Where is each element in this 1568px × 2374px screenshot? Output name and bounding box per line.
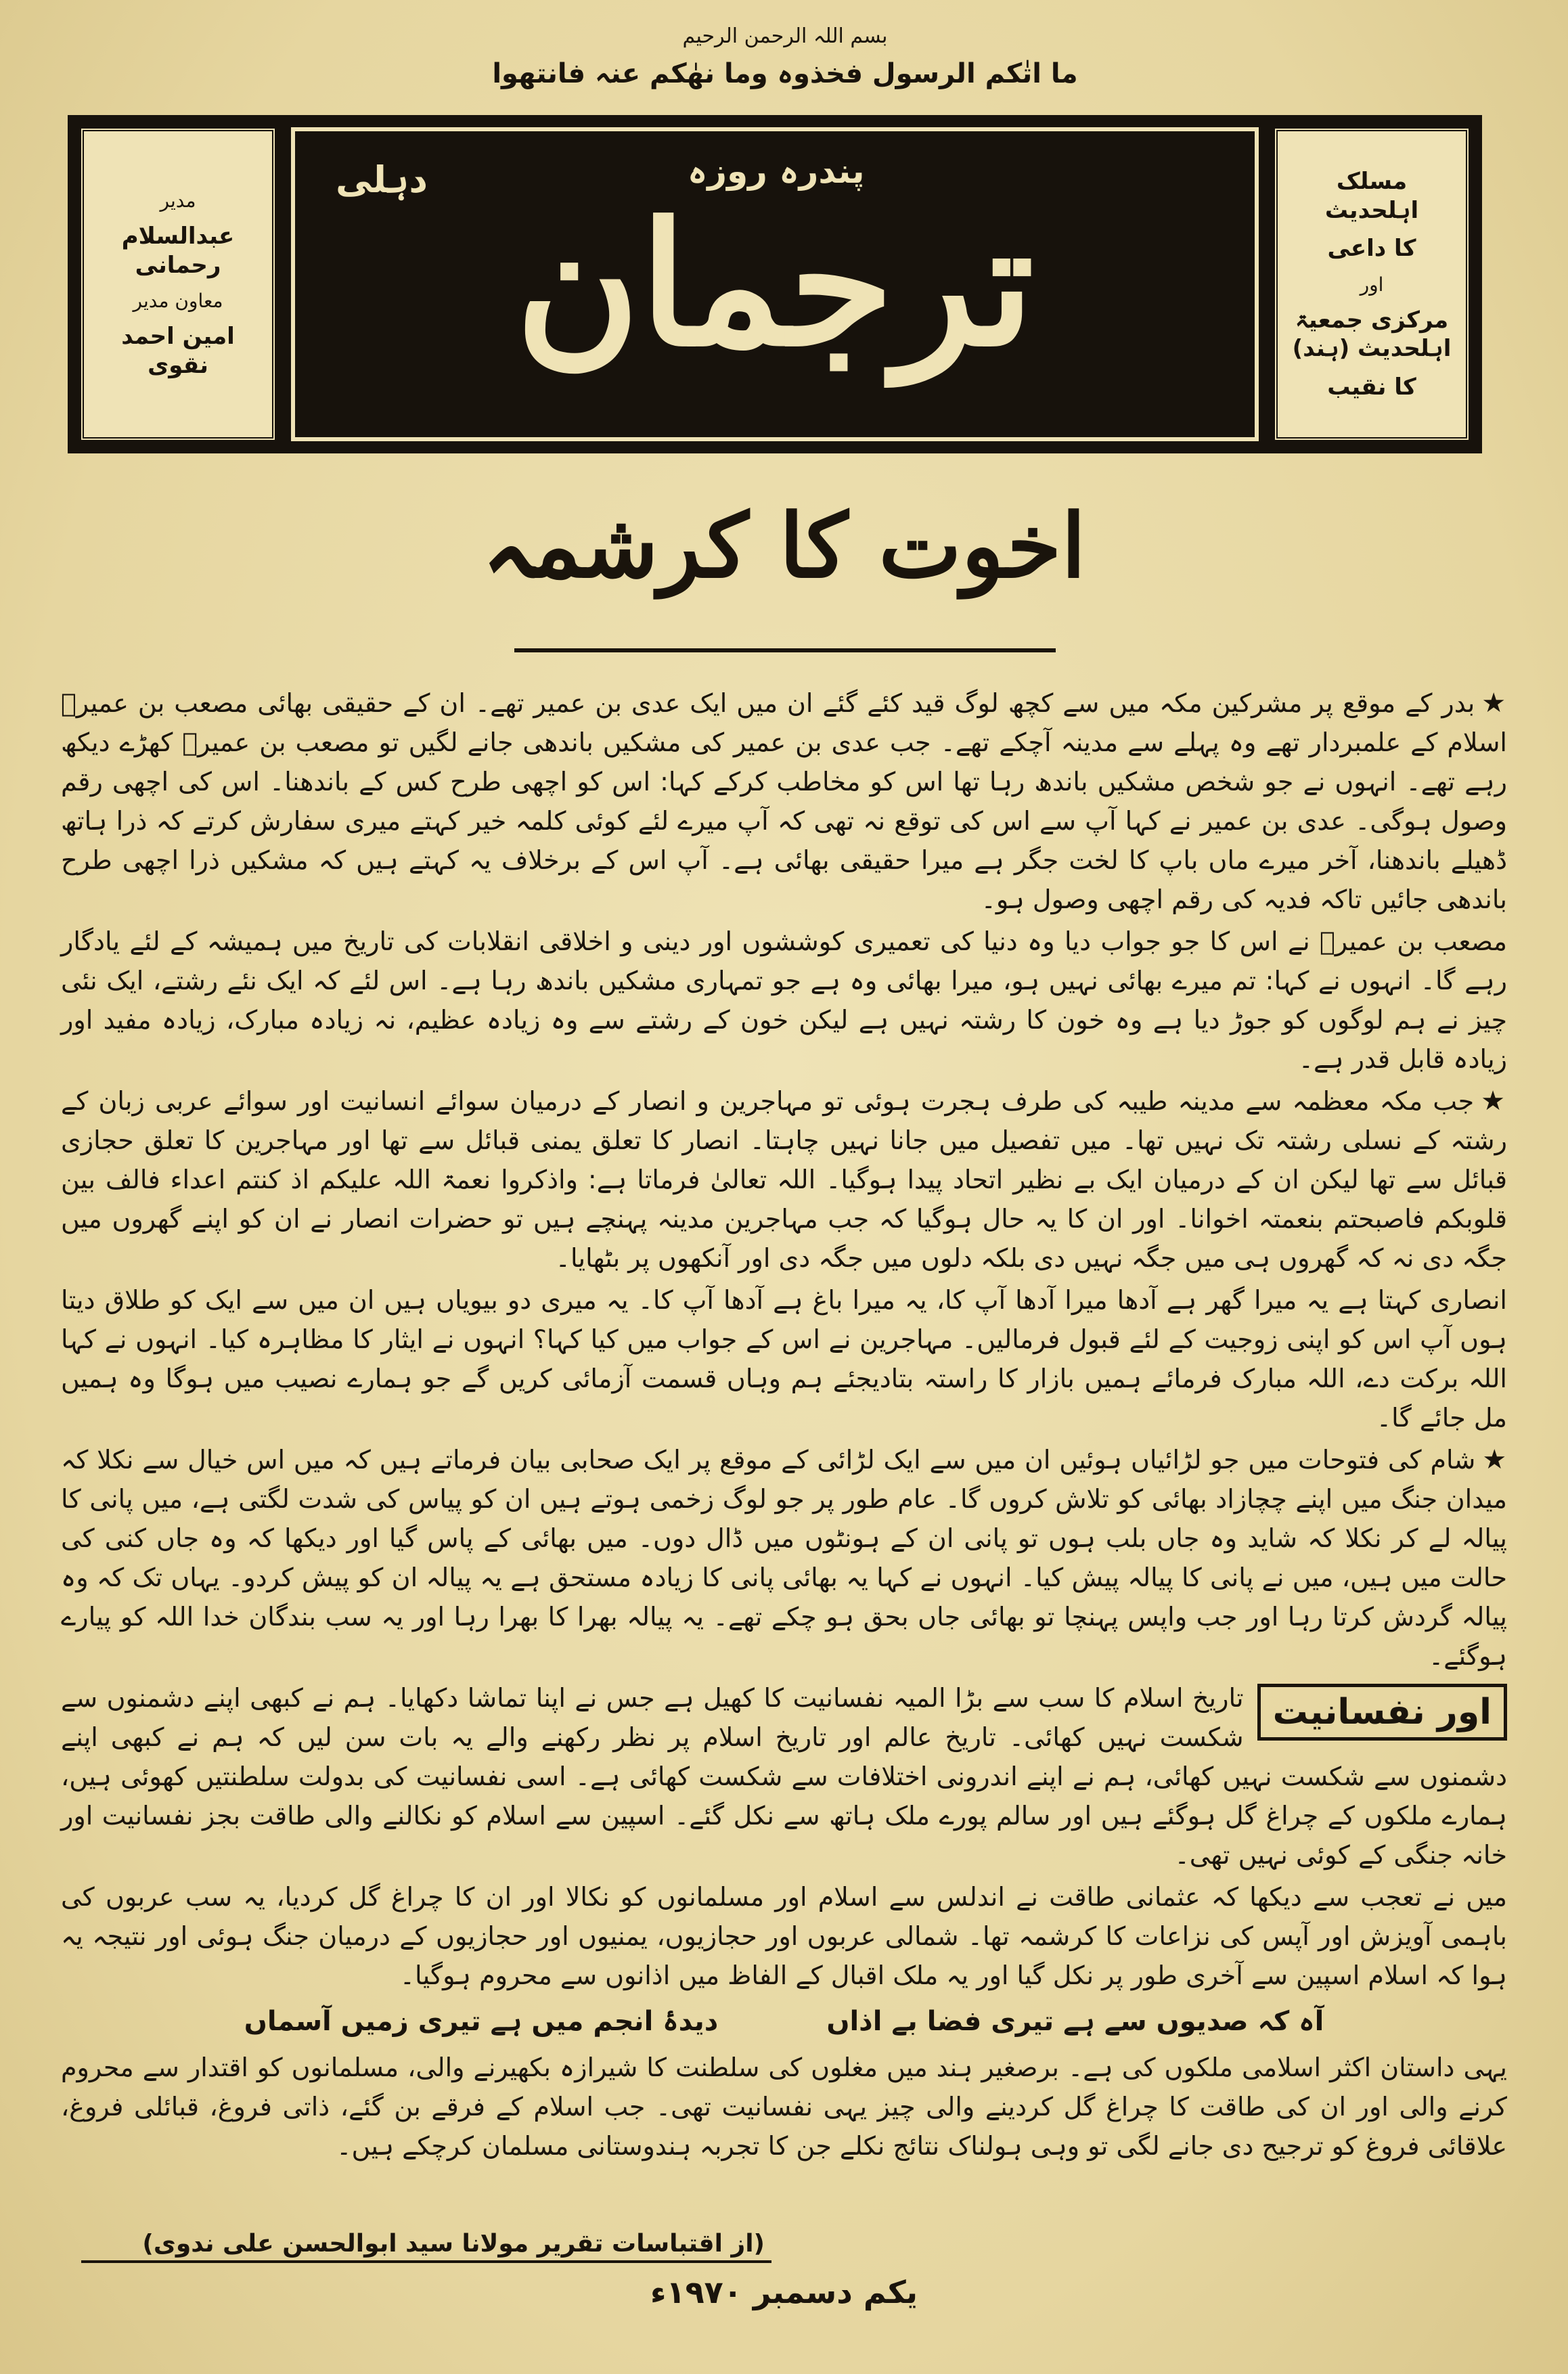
assistant-editor-label: معاون مدیر	[133, 290, 223, 312]
star-icon: ★	[1481, 688, 1507, 719]
issue-date: یکم دسمبر ۱۹۷۰ء	[650, 2274, 918, 2310]
masthead-title-panel	[291, 127, 1259, 441]
article-headline: اخوت کا کرشمہ	[482, 494, 1086, 598]
masthead-right-box	[1274, 127, 1470, 441]
article-paragraph: اور نفسانیت تاریخ اسلام کا سب سے بڑا المیہ نفسانیت کا کھیل ہے جس نے اپنا تماشا دکھایا۔ ہم نے کبھی اپنے دشمنوں سے شکست نہیں کھائی۔ تاریخ عالم اور تاریخ اسلام پر نظر رکھنے والے یہ بات سن لیں کہ ہم نے کبھی اپنے دشمنوں سے شکست نہیں کھائی، ہم نے اپنے اندرونی اختلافات سے شکست کھائی ہے۔ اسی نفسانیت کی بدولت سلطنتیں کھوئی ہیں، ہمارے ملکوں کے چراغ گل ہوگئے ہیں اور سالم پورے ملک ہاتھ سے نکل گئے۔ اسپین سے اسلام کو نکالنے والی طاقت بجز نفسانیت اور خانہ جنگی کے کوئی نہیں تھی۔	[61, 1683, 1507, 1870]
masthead	[68, 115, 1482, 453]
section-label: اور نفسانیت	[1257, 1684, 1507, 1741]
couplet	[61, 2002, 1507, 2041]
masthead-right-line: مرکزی جمعیۃ اہلحدیث (ہند)	[1292, 306, 1452, 362]
star-icon: ★	[1482, 1444, 1508, 1475]
masthead-right-line: اور	[1360, 273, 1384, 296]
couplet-line: آہ کہ صدیوں سے ہے تیری فضا بے اذاں	[826, 2006, 1324, 2037]
masthead-left-box	[80, 127, 276, 441]
editor-label: مدیر	[160, 189, 196, 212]
masthead-right-line: کا داعی	[1327, 235, 1416, 262]
article-paragraph: ★بدر کے موقع پر مشرکین مکہ میں سے کچھ لوگ قید کئے گئے ان میں ایک عدی بن عمیر تھے۔ ان کے حقیقی بھائی مصعب بن عمیرؓ اسلام کے علمبردار تھے وہ پہلے سے مدینہ آچکے تھے۔ جب عدی بن عمیر کی مشکیں باندھی جانے لگیں تو مصعب بن عمیرؓ کھڑے دیکھ رہے تھے۔ انہوں نے جو شخص مشکیں باندھ رہا تھا اس کو مخاطب کرکے کہا: اس کو اچھی طرح کس کے باندھنا۔ اس کی اچھی رقم وصول ہوگی۔ عدی بن عمیر نے کہا آپ سے اس کی توقع نہ تھی کہ آپ میرے لئے کوئی کلمہ خیر کہتے میری سفارش کرتے کہ ذرا ہاتھ ڈھیلے باندھنا، آخر میرے ماں باپ کا لخت جگر ہے میرا حقیقی بھائی ہے۔ آپ اس کے برخلاف یہ کہتے ہیں کہ مشکیں ذرا اچھی طرح باندھی جائیں تاکہ فدیہ کی رقم اچھی وصول ہو۔	[61, 688, 1507, 914]
newspaper-title: ترجمان	[515, 185, 1035, 384]
article-paragraph: ★جب مکہ معظمہ سے مدینہ طیبہ کی طرف ہجرت ہوئی تو مہاجرین و انصار کے درمیان سوائے انسانیت اور سوائے عربی زبان کے رشتہ کے نسلی رشتہ تک نہیں تھا۔ میں تفصیل میں جانا نہیں چاہتا۔ انصار کا تعلق یمنی قبائل سے تھا اور مہاجرین کا تعلق حجازی قبائل سے تھا لیکن ان کے درمیان ایک بے نظیر اتحاد پیدا ہوگیا۔ اللہ تعالیٰ فرماتا ہے: واذکروا نعمۃ اللہ علیکم اذ کنتم اعداء فالف بین قلوبکم فاصبحتم بنعمتہ اخوانا۔ اور ان کا یہ حال ہوگیا کہ جب مہاجرین مدینہ پہنچے ہیں تو حضرات انصار نے ان کو اپنے گھروں میں جگہ دی نہ کہ گھروں ہی میں جگہ نہیں دی بلکہ دلوں میں جگہ دی اور آنکھوں پر بٹھایا۔	[61, 1085, 1508, 1273]
masthead-right-line: کا نقیب	[1327, 373, 1416, 401]
quran-verse: ما اتٰکم الرسول فخذوہ وما نھٰکم عنہ فانتھوا	[492, 58, 1078, 89]
editor-name: عبدالسلام رحمانی	[121, 223, 235, 279]
headline-underline	[514, 648, 1056, 652]
city-label: دہلی	[336, 158, 428, 201]
couplet-line: دیدۂ انجم میں ہے تیری زمیں آسماں	[244, 2006, 719, 2037]
assistant-editor-name: امین احمد نقوی	[121, 323, 235, 379]
source-underline	[81, 2260, 771, 2263]
article-source: (از اقتباسات تقریر مولانا سید ابوالحسن علی ندوی)	[142, 2230, 765, 2258]
frequency-label: پندرہ روزہ	[688, 152, 865, 191]
article-paragraph: یہی داستان اکثر اسلامی ملکوں کی ہے۔ برصغیر ہند میں مغلوں کی سلطنت کا شیرازہ بکھیرنے والی، مسلمانوں کو اقتدار سے محروم کرنے والی اور ان کی طاقت کا چراغ گل کردینے والی چیز یہی نفسانیت تھی۔ جب اسلام کے فرقے بن گئے، ذاتی فروغ، قبائلی فروغ، علاقائی فروغ کو ترجیح دی جانے لگی تو وہی ہولناک نتائج نکلے جن کا تجربہ ہندوستانی مسلمان کرچکے ہیں۔	[61, 2053, 1507, 2161]
article-paragraph: ★شام کی فتوحات میں جو لڑائیاں ہوئیں ان میں سے ایک لڑائی کے موقع پر ایک صحابی بیان فرماتے ہیں کہ میں اس خیال سے نکلا کہ میدان جنگ میں اپنے چچازاد بھائی کو تلاش کروں گا۔ عام طور پر جو لوگ زخمی ہوتے ہیں ان کو پیاس کی شدت لگتی ہے، میں پانی کا پیالہ لے کر نکلا کہ شاید وہ جاں بلب ہوں تو پانی ان کے ہونٹوں میں ڈال دوں۔ میں بھائی کے پاس گیا اور دیکھا کہ وہ جاں کنی کی حالت میں ہیں، میں نے پانی کا پیالہ پیش کیا۔ انہوں نے کہا یہ بھائی پانی کا زیادہ مستحق ہے یہ پیالہ ان کو پیش کردو۔ یہاں تک کہ وہ پیالہ گردش کرتا رہا اور جب واپس پہنچا تو بھائی جاں بحق ہو چکے تھے۔ یہ پیالہ بھرا کا بھرا رہا اور یہ سب بندگان خدا اللہ کو پیارے ہوگئے۔	[61, 1444, 1508, 1671]
article-paragraph: انصاری کہتا ہے یہ میرا گھر ہے آدھا میرا آدھا آپ کا، یہ میرا باغ ہے آدھا آپ کا۔ یہ میری دو بیویاں ہیں ان میں سے ایک کو طلاق دیتا ہوں آپ اس کو اپنی زوجیت کے لئے قبول فرمالیں۔ مہاجرین نے اس کے جواب میں کیا کہا؟ انہوں نے ایثار کا مظاہرہ کیا۔ انہوں نے کہا اللہ برکت دے، اللہ مبارک فرمائے ہمیں بازار کا راستہ بتادیجئے ہم وہاں قسمت آزمائی کریں گے جو ہمارے نصیب میں ہوگا وہ ہمیں مل جائے گا۔	[61, 1285, 1507, 1433]
article-paragraph: میں نے تعجب سے دیکھا کہ عثمانی طاقت نے اندلس سے اسلام اور مسلمانوں کو نکالا اور ان کا چراغ گل کردیا، یہ سب عربوں کی باہمی آویزش اور آپس کی نزاعات کا کرشمہ تھا۔ شمالی عربوں اور حجازیوں، یمنیوں اور حجازیوں کے درمیان جنگ ہوئی اور نتیجہ یہ ہوا کہ اسلام اسپین سے آخری طور پر نکل گیا اور یہ ملک اقبال کے الفاظ میں اذانوں سے محروم ہوگیا۔	[61, 1882, 1507, 1990]
masthead-right-line: مسلک اہلحدیث	[1324, 168, 1419, 224]
bismillah: بسم اللہ الرحمن الرحیم	[682, 24, 888, 48]
star-icon: ★	[1481, 1085, 1508, 1117]
article-paragraph: مصعب بن عمیرؓ نے اس کا جو جواب دیا وہ دنیا کی تعمیری کوششوں اور دینی و اخلاقی انقلابات کی تاریخ میں ہمیشہ کے لئے یادگار رہے گا۔ انہوں نے کہا: تم میرے بھائی نہیں ہو، میرا بھائی وہ ہے جو تمہاری مشکیں باندھ رہا ہے۔ اس لئے کہ ایک نئے رشتے، ایک نئی چیز نے ہم لوگوں کو جوڑ دیا ہے وہ خون کا رشتہ نہیں ہے لیکن خون کے رشتے سے وہ زیادہ عظیم، نہ زیادہ مبارک، زیادہ مفید اور زیادہ قابل قدر ہے۔	[61, 926, 1507, 1074]
article-body	[61, 684, 1507, 2168]
